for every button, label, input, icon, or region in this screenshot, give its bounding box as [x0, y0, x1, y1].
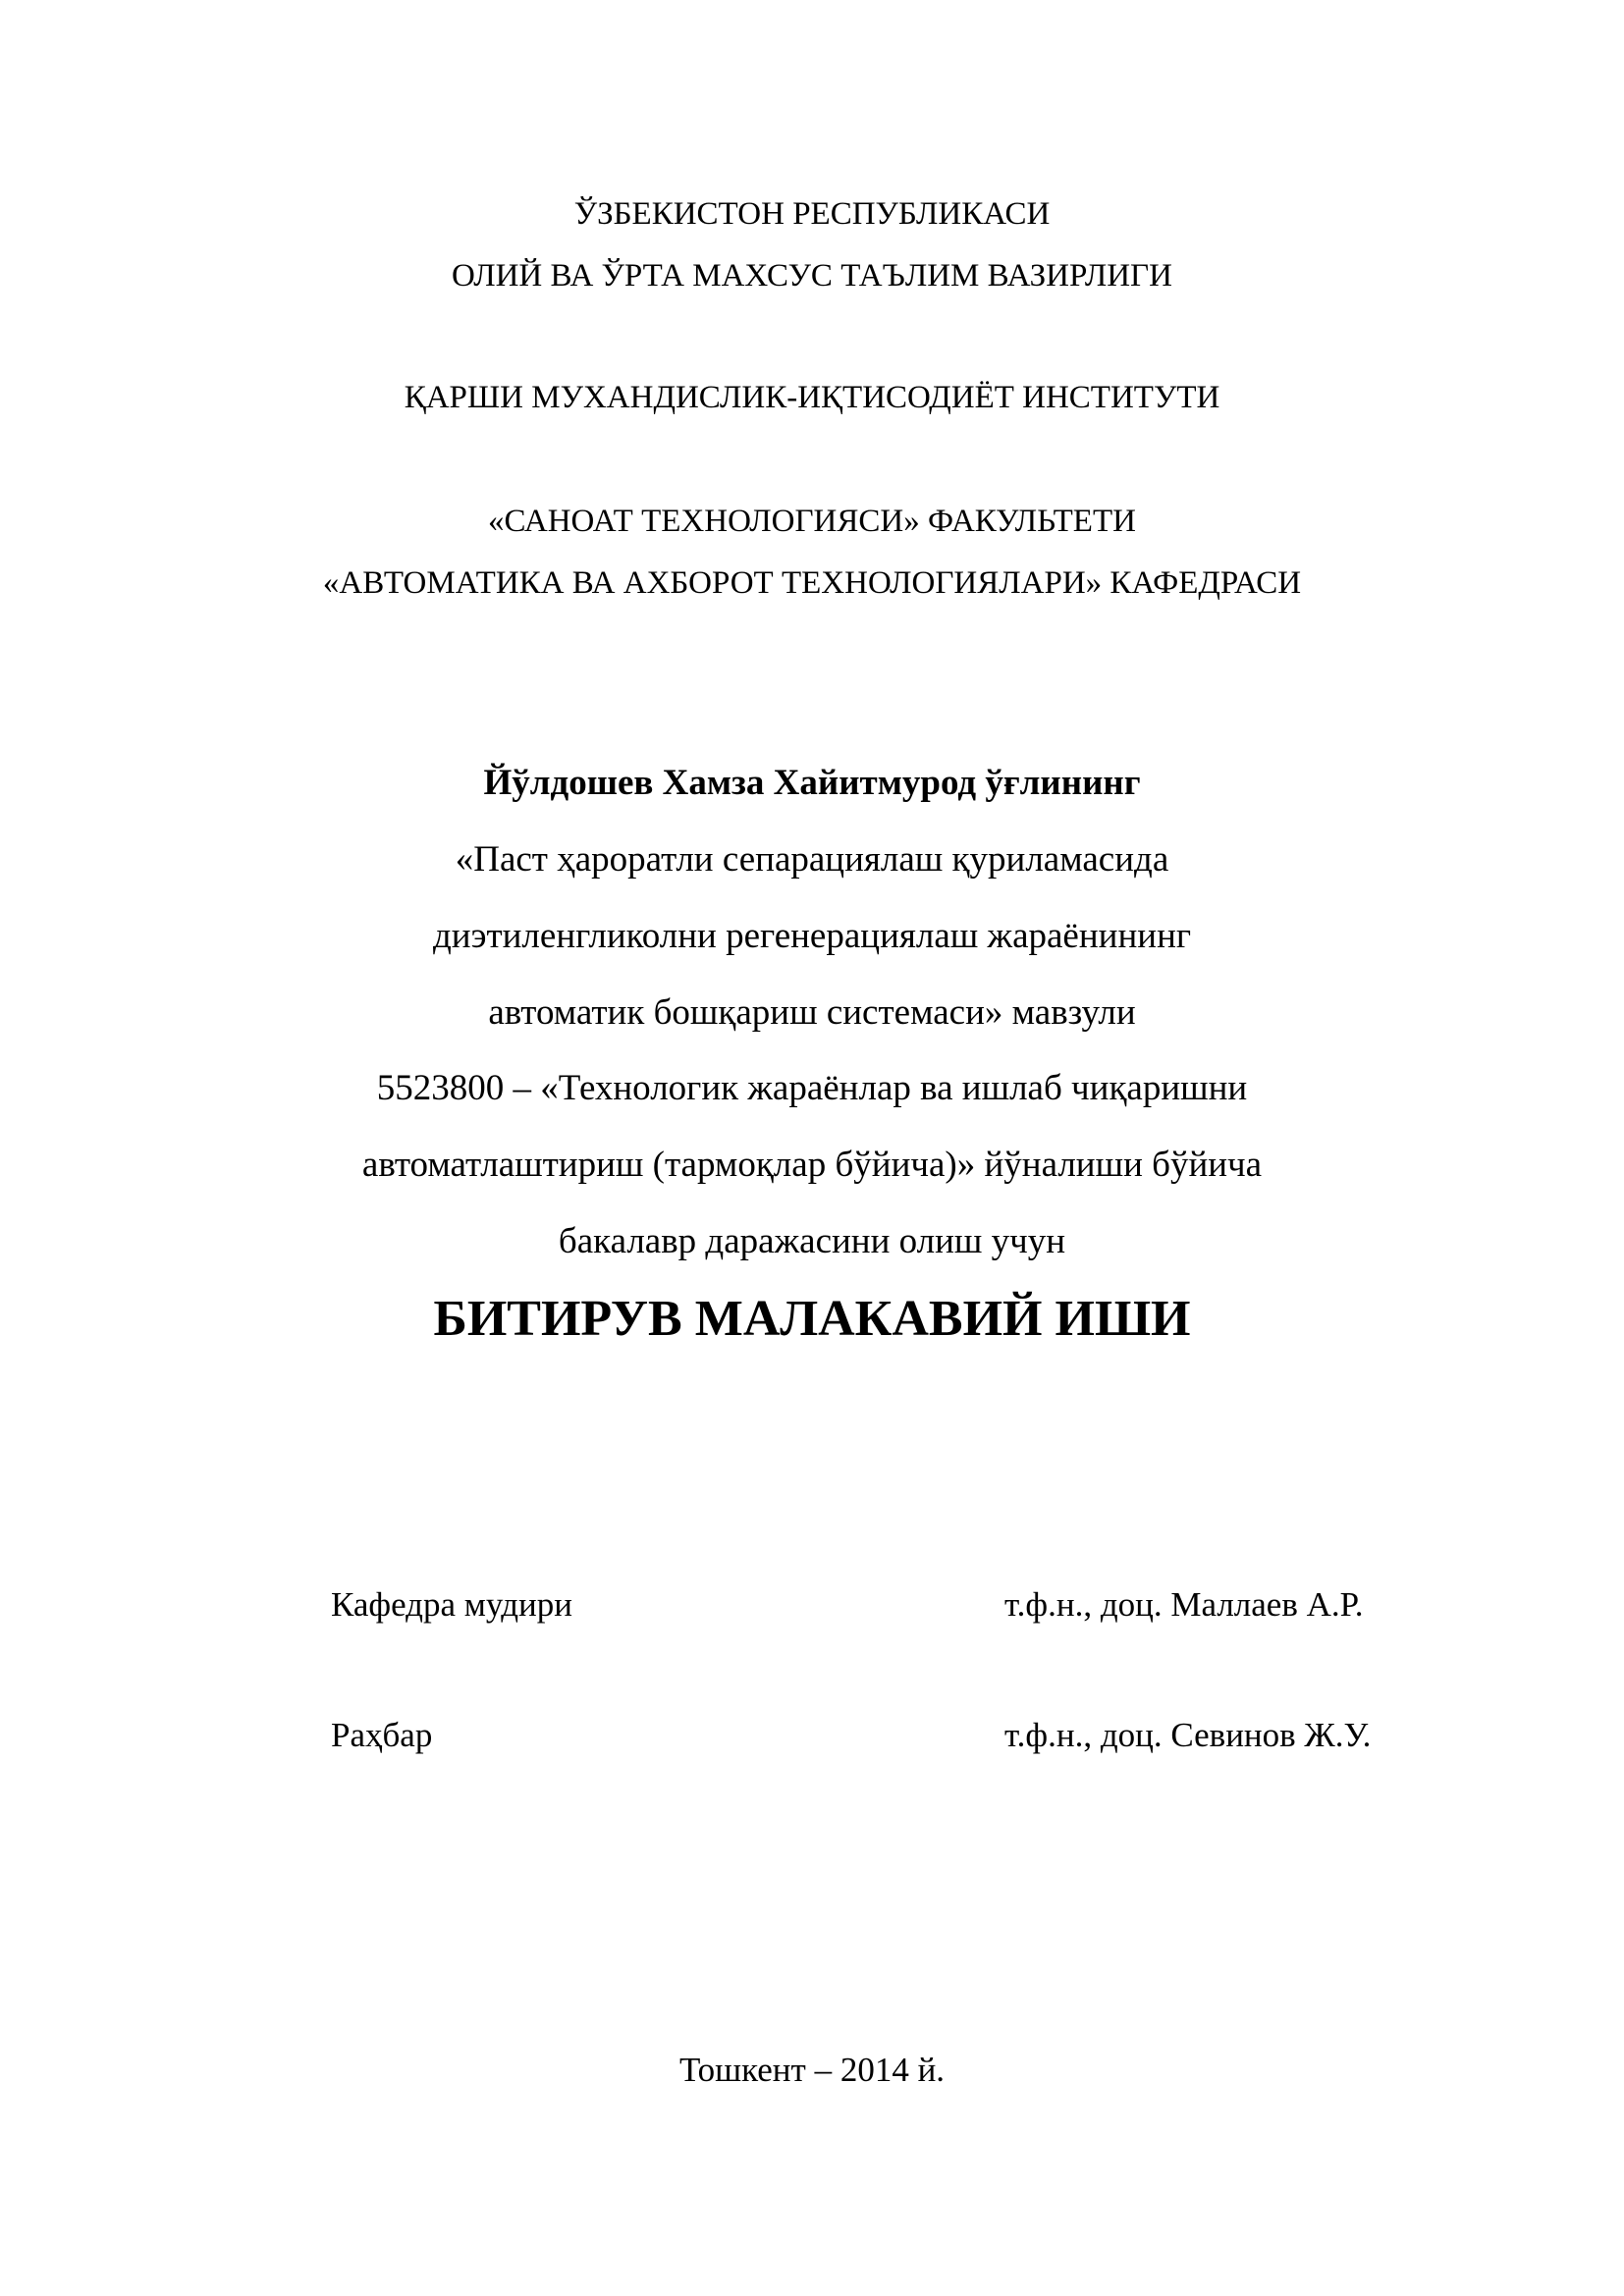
- topic-line-3: автоматик бошқариш системаси» мавзули: [488, 992, 1136, 1033]
- institute-heading: ҚАРШИ МУХАНДИСЛИК-ИҚТИСОДИЁТ ИНСТИТУТИ: [404, 380, 1220, 415]
- signature-person-head: т.ф.н., доц. Маллаев А.Р.: [1004, 1585, 1364, 1624]
- topic-line-5: автоматлаштириш (тармоқлар бўйича)» йўналиши бўйича: [361, 1145, 1263, 1185]
- signature-person-supervisor: т.ф.н., доц. Севинов Ж.У.: [1004, 1716, 1372, 1754]
- topic-line-2: диэтиленгликолни регенерациялаш жараёнининг: [432, 916, 1192, 956]
- ministry-heading: ОЛИЙ ВА ЎРТА МАХСУС ТАЪЛИМ ВАЗИРЛИГИ: [452, 258, 1172, 294]
- faculty-heading: «САНОАТ ТЕХНОЛОГИЯСИ» ФАКУЛЬТЕТИ: [488, 504, 1136, 539]
- author-name: Йўлдошев Хамза Хайитмурод ўғлининг: [483, 763, 1141, 803]
- topic-line-6: бакалавр даражасини олиш учун: [558, 1221, 1066, 1261]
- topic-line-1: «Паст ҳароратли сепарациялаш қуриламасида: [455, 839, 1169, 880]
- work-title: БИТИРУВ МАЛАКАВИЙ ИШИ: [433, 1291, 1191, 1347]
- republic-heading: ЎЗБЕКИСТОН РЕСПУБЛИКАСИ: [573, 196, 1051, 232]
- city-year: Тошкент – 2014 й.: [678, 2051, 946, 2089]
- department-heading: «АВТОМАТИКА ВА АХБОРОТ ТЕХНОЛОГИЯЛАРИ» КАФЕДРАСИ: [322, 565, 1302, 601]
- topic-line-4: 5523800 – «Технологик жараёнлар ва ишлаб чиқаришни: [376, 1068, 1248, 1108]
- signature-role-head: Кафедра мудири: [331, 1585, 572, 1624]
- signature-role-supervisor: Раҳбар: [331, 1716, 433, 1754]
